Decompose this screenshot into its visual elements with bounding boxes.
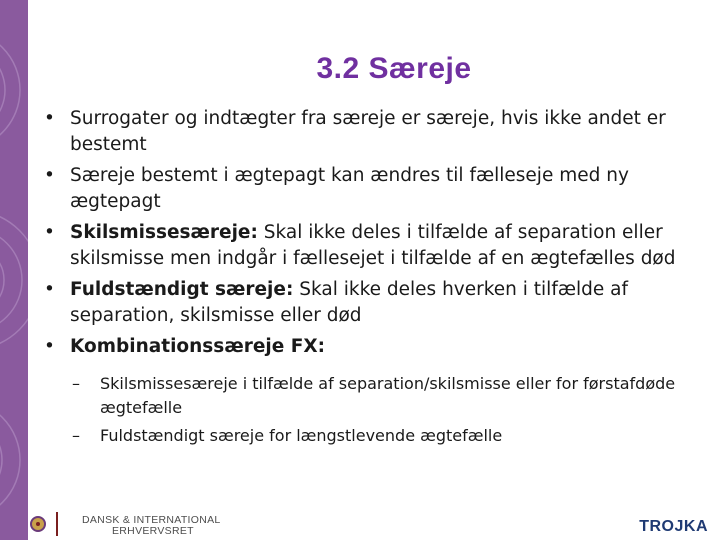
sub-bullet-text: Skilsmissesæreje i tilfælde af separation/skilsmisse eller for førstafdøde ægtefælle (100, 374, 676, 417)
bullet-text: Surrogater og indtægter fra særeje er særeje, hvis ikke andet er bestemt (70, 108, 666, 155)
sub-bullet-list (44, 372, 684, 448)
slide-title: 3.2 Særeje (316, 52, 472, 85)
crown-seal-icon (30, 516, 46, 532)
bullet-marker: • (44, 222, 55, 243)
sub-bullet-item (44, 424, 684, 448)
bullet-text: Skal ikke deles i tilfælde af separation eller skilsmisse men indgår i fællesejet i tilfælde af en ægtefælles død (70, 222, 676, 269)
bullet-marker: • (44, 279, 55, 300)
slide-body (44, 106, 684, 452)
trojka-logo: TROJKA (639, 518, 708, 535)
bullet-term: Skilsmissesæreje: (70, 222, 258, 243)
footer-divider (56, 512, 58, 536)
sub-bullet-marker: – (72, 426, 80, 445)
bullet-item (44, 334, 684, 360)
sub-bullet-item (44, 372, 684, 420)
ministry-line-2: ERHVERVSRET (112, 525, 194, 537)
ministry-logo (82, 515, 221, 537)
ministry-line-1: DANSK & INTERNATIONAL (82, 514, 221, 526)
bullet-item (44, 277, 684, 329)
bullet-term: Fuldstændigt særeje: (70, 279, 294, 300)
bullet-marker: • (44, 336, 55, 357)
bullet-item (44, 163, 684, 215)
sub-bullet-text: Fuldstændigt særeje for længstlevende ægtefælle (100, 426, 503, 445)
bullet-text: Særeje bestemt i ægtepagt kan ændres til fælleseje med ny ægtepagt (70, 165, 629, 212)
bullet-item (44, 106, 684, 158)
bullet-item (44, 220, 684, 272)
bullet-marker: • (44, 165, 55, 186)
sub-bullet-marker: – (72, 374, 80, 393)
bullet-marker: • (44, 108, 55, 129)
bullet-term: Kombinationssæreje FX: (70, 336, 326, 357)
bullet-text: Skal ikke deles hverken i tilfælde af separation, skilsmisse eller død (70, 279, 628, 326)
